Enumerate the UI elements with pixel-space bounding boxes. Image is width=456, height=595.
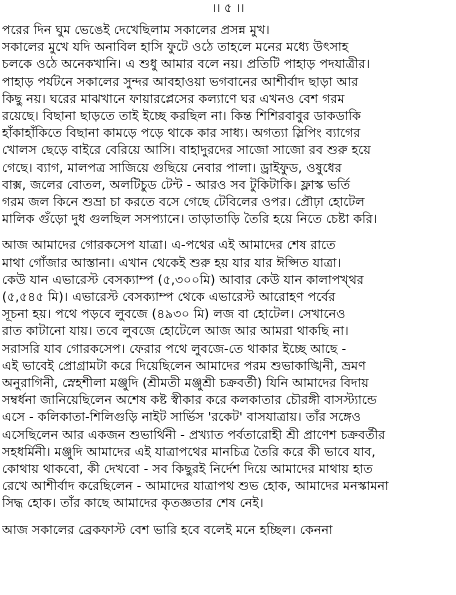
text-line: কিছু নয়। ঘরের মাঝখানে ফায়ারপ্লেসের কল্যাণে ঘর এখনও বেশ গরম <box>2 91 345 106</box>
text-line: গেছে। ব্যাগ, মালপত্র সাজিয়ে গুছিয়ে নেবার পালা। ড্রাইফুড, ওষুধের <box>2 160 342 175</box>
text-line: রাত কাটানো যায়। তবে লুবজে হোটেলে আজ আর আমরা থাকছি না। <box>2 323 349 338</box>
text-line: মালিক গুঁড়ো দুধ গুলছিল সসপ্যানে। তাড়াতাড়ি তৈরি হয়ে নিতে চেষ্টা করি। <box>2 211 378 226</box>
text-line: কোথায় থাকবো, কী দেখবো - সব কিছুরই নির্দেশ দিয়ে আমাদের মাথায় হাত <box>2 461 373 476</box>
text-line: খোলস ছেড়ে বাইরে বেরিয়ে আসি। বাহাদুরদের সাজো সাজো রব শুরু হয়ে <box>2 142 371 157</box>
text-line: চলকে ওঠে অনেকখানি। এ শুধু আমার বলে নয়। প্রতিটি পাহাড় পদযাত্রীর। <box>2 56 371 71</box>
text-line: অনুরাগিনী, স্নেহশীলা মঞ্জুদি (শ্রীমতী মঞ্জুশ্রী চক্রবর্তী) যিনি আমাদের বিদায় <box>2 375 369 390</box>
text-line: পরের দিন ঘুম ভেঙেই দেখেছিলাম সকালের প্রসন্ন মুখ। <box>2 22 270 37</box>
text-line: কেউ যান এভারেস্ট বেসক্যাম্প (৫,৩০০মি) আবার কেউ যান কালাপখ্থর <box>2 272 364 287</box>
text-line: আজ সকালের ব্রেকফাস্ট বেশ ভারি হবে বলেই মনে হচ্ছিল। কেননা <box>2 522 333 537</box>
text-line: গরম জল কিনে শুভ্রা চা করতে বসে গেছে টেবিলের ওপর। প্রৌঢ়া হোটেল <box>2 194 365 209</box>
text-line: এসে - কলিকাতা-শিলিগুড়ি নাইট সার্ভিস 'রকেট' বাসযাত্রায়। তাঁর সঙ্গেও <box>2 409 361 424</box>
text-line: আজ আমাদের গোরকসেপ যাত্রা। এ-পথের এই আমাদের শেষ রাতে <box>2 237 336 252</box>
text-line: এসেছিলেন আর একজন শুভার্থিনী - প্রখ্যাত পর্বতারোহী শ্রী প্রাণেশ চক্রবর্তীর <box>2 427 386 442</box>
text-line: রয়েছে। বিছানা ছাড়তে তাই ইচ্ছে করছিল না। কিন্ত শিশিরবাবুর ডাকডাকি <box>2 108 361 123</box>
text-line: সকালের মুখে যদি অনাবিল হাসি ফুটে ওঠে তাহলে মনের মধ্যে উৎসাহ <box>2 39 349 54</box>
text-line: সরাসরি যাব গোরকসেপ। ফেরার পথে লুবজে-তে থাকার ইচ্ছে আছে - <box>2 341 347 356</box>
text-line: পাহাড় পর্যটনে সকালের সুন্দর আবহাওয়া ভগবানের আশীর্বাদ ছাড়া আর <box>2 74 359 89</box>
text-line: সূচনা হয়। পথে পড়বে লুবজে (৪৯৩০ মি) লজ বা হোটেল। সেখানেও <box>2 306 346 321</box>
text-line: মাথা গোঁজার আস্তানা। এখান থেকেই শুরু হয় যার যার ঈপ্সিত যাত্রা। <box>2 255 342 270</box>
text-line: হাঁকাহাঁকিতে বিছানা কামড়ে পড়ে থাকে কার সাধ্য। অগত্যা স্লিপিং ব্যাগের <box>2 125 361 140</box>
text-line: সহধর্মিনী। মঞ্জুদি আমাদের এই যাত্রাপথের মানচিত্র তৈরি করে কী ভাবে যাব, <box>2 444 376 459</box>
text-line: সম্বর্ধনা জানিয়েছিলেন অশেষ কষ্ট স্বীকার করে কলকাতার চৌরঙ্গী বাসস্ট্যান্ডে <box>2 392 378 407</box>
text-line: এই ভাবেই প্রোগ্রামটা করে দিয়েছিলেন আমাদের পরম শুভাকাঙ্খিনী, ভ্রমণ <box>2 358 366 373</box>
text-line: রেখে আশীর্বাদ করেছিলেন - আমাদের যাত্রাপথ শুভ হোক, আমাদের মনস্কামনা <box>2 478 389 493</box>
chapter-heading: ।। ৫ ।। <box>211 1 245 15</box>
text-line: সিদ্ধ হোক। তাঁর কাছে আমাদের কৃতজ্ঞতার শেষ নেই। <box>2 495 264 510</box>
text-line: বাক্স, জলের বোতল, অলটিচুড টেন্ট - আরও সব টুকিটাকি। ফ্লাস্ক ভর্তি <box>2 177 351 192</box>
text-line: (৫,৫৪৫ মি)। এভারেস্ট বেসক্যাম্প থেকে এভারেস্ট আরোহণ পর্বের <box>2 289 336 304</box>
